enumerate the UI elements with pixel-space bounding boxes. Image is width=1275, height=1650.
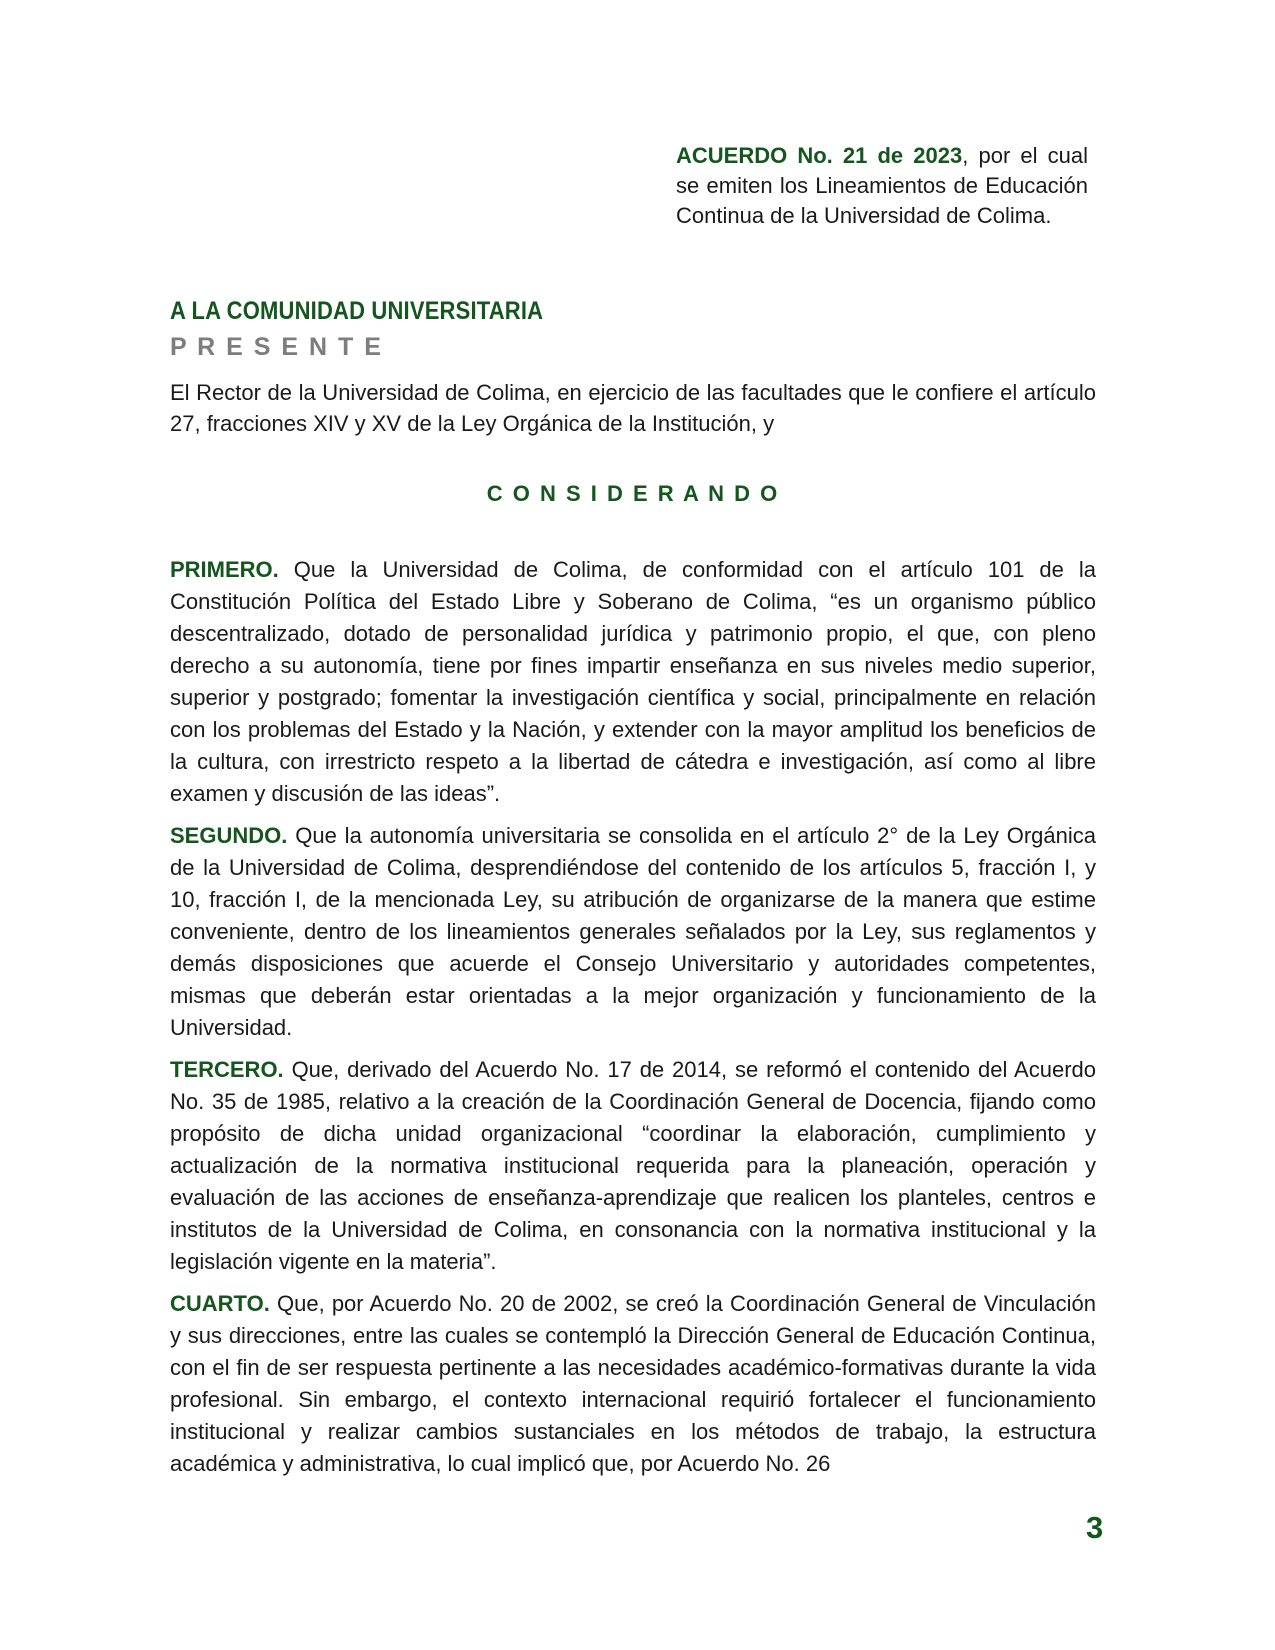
paragraph-text: Que, por Acuerdo No. 20 de 2002, se creó la Coordinación General de Vinculación y sus direcciones, entre las cuales se contempló la Dirección General de Educación Continua, con el fin de ser respuesta pertinente a las necesidades académico-formativas durante la vida profesional. Sin embargo, el contexto internacional requirió fortalecer el funcionamiento institucional y realizar cambios sustanciales en los métodos de trabajo, la estructura académica y administrativa, lo cual implicó que, por Acuerdo No. 26 [170, 1291, 1096, 1476]
paragraph-label: CUARTO. [170, 1291, 270, 1316]
paragraph-label: PRIMERO. [170, 557, 279, 582]
paragraph-tercero [170, 1054, 1096, 1278]
paragraph-primero [170, 554, 1096, 810]
salutation-addressee: A LA COMUNIDAD UNIVERSITARIA [170, 297, 544, 325]
considerando-paragraphs [170, 554, 1096, 1490]
paragraph-text: Que, derivado del Acuerdo No. 17 de 2014, se reformó el contenido del Acuerdo No. 35 de 1985, relativo a la creación de la Coordinación General de Docencia, fijando como propósito de dicha unidad organizacional “coordinar la elaboración, cumplimiento y actualización de la normativa institucional requerida para la planeación, operación y evaluación de las acciones de enseñanza-aprendizaje que realicen los planteles, centros e institutos de la Universidad de Colima, en consonancia con la normativa institucional y la legislación vigente en la materia”. [170, 1057, 1096, 1274]
paragraph-text: Que la Universidad de Colima, de conformidad con el artículo 101 de la Constitución Política del Estado Libre y Soberano de Colima, “es un organismo público descentralizado, dotado de personalidad jurídica y patrimonio propio, el que, con pleno derecho a su autonomía, tiene por fines impartir enseñanza en sus niveles medio superior, superior y postgrado; fomentar la investigación científica y social, principalmente en relación con los problemas del Estado y la Nación, y extender con la mayor amplitud los beneficios de la cultura, con irrestricto respeto a la libertad de cátedra e investigación, así como al libre examen y discusión de las ideas”. [170, 557, 1096, 806]
page-number: 3 [1086, 1510, 1104, 1545]
paragraph-segundo [170, 820, 1096, 1044]
salutation-block [170, 297, 594, 362]
acuerdo-number: ACUERDO No. 21 de 2023 [676, 143, 963, 168]
paragraph-text: Que la autonomía universitaria se consolida en el artículo 2° de la Ley Orgánica de la Universidad de Colima, desprendiéndose del contenido de los artículos 5, fracción I, y 10, fracción I, de la mencionada Ley, su atribución de organizarse de la manera que estime conveniente, dentro de los lineamientos generales señalados por la Ley, sus reglamentos y demás disposiciones que acuerde el Consejo Universitario y autoridades competentes, mismas que deberán estar orientadas a la mejor organización y funcionamiento de la Universidad. [170, 823, 1096, 1040]
salutation-presente: P R E S E N T E [170, 333, 383, 361]
considerando-heading: C O N S I D E R A N D O [486, 481, 780, 506]
intro-paragraph: El Rector de la Universidad de Colima, en ejercicio de las facultades que le confiere el artículo 27, fracciones XIV y XV de la Ley Orgánica de la Institución, y [170, 380, 1096, 436]
document-reference [676, 141, 1088, 231]
paragraph-cuarto [170, 1288, 1096, 1480]
acuerdo-subject: , por el cual se emiten los Lineamientos de Educación Continua de la Universidad de Colima. [676, 143, 1088, 228]
paragraph-label: TERCERO. [170, 1057, 284, 1082]
paragraph-label: SEGUNDO. [170, 823, 288, 848]
